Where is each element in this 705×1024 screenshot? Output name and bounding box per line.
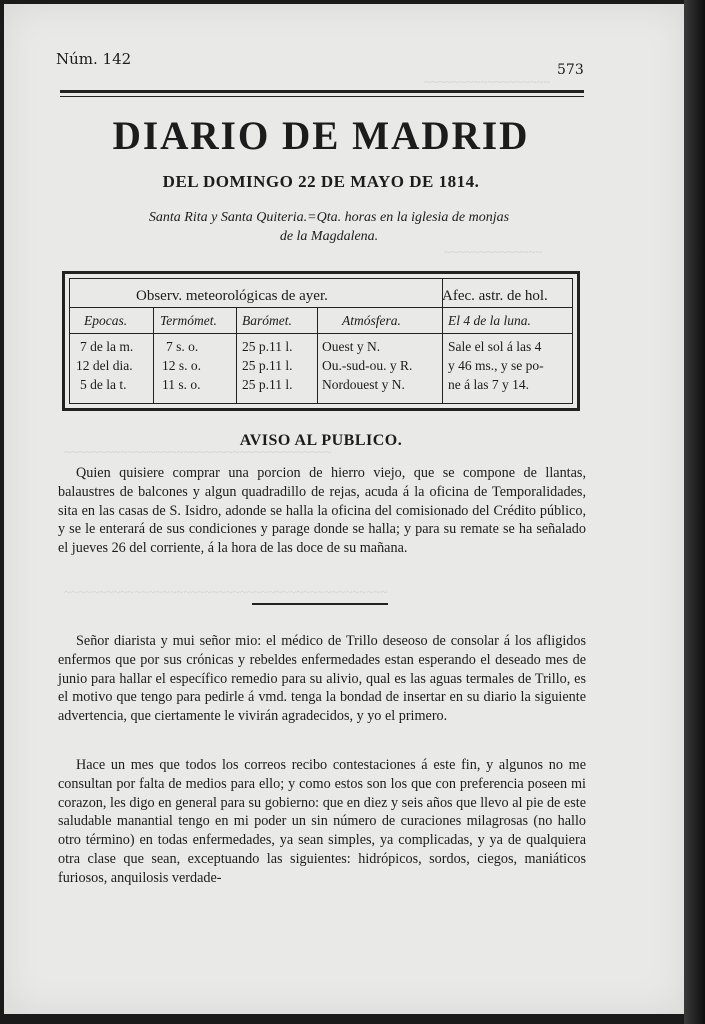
show-through-text: ~~~~~~~~~~~~~~~~~~~~~~~~~~~~~~~~~~~~~~~~~~~~~~ (64, 584, 388, 599)
saints-line-1: Santa Rita y Santa Quiteria.=Qta. horas en la iglesia de monjas (148, 210, 510, 225)
met-column-divider (236, 307, 237, 403)
book-spine-edge (684, 0, 705, 1024)
page-number: 573 (557, 62, 584, 78)
met-epoca-row2: 12 del dia. (76, 358, 133, 373)
met-epoca-row3: 5 de la t. (80, 377, 127, 392)
met-termometro-row1: 7 s. o. (166, 339, 199, 354)
met-astro-line2: y 46 ms., y se po- (448, 358, 544, 373)
met-termometro-row3: 11 s. o. (162, 377, 201, 392)
section-divider (252, 603, 388, 605)
met-barometro-row2: 25 p.11 l. (242, 358, 293, 373)
met-heading-left: Observ. meteorológicas de ayer. (136, 288, 328, 304)
aviso-paragraph: Quien quisiere comprar una porcion de hierro viejo, que se compone de llantas, balaustres de balcones y algun quadradillo de rejas, acuda á la oficina de Temporalidades, sita en las casas de S. Isidro, adonde se halla la oficina del comisionado del Crédito público, y se le enterará de sus condiciones y parage donde se halla; y para su remate se ha señalado el jueves 26 del corriente, á la hora de las doce de su mañana. (58, 465, 586, 557)
met-column-divider (153, 307, 154, 403)
met-astro-line3: ne á las 7 y 14. (448, 377, 529, 392)
met-col-luna: El 4 de la luna. (448, 313, 531, 328)
dateline: DEL DOMINGO 22 DE MAYO DE 1814. (162, 172, 480, 191)
met-atmosfera-row3: Nordouest y N. (322, 377, 405, 392)
aviso-title: AVISO AL PUBLICO. (239, 432, 403, 449)
met-column-divider (317, 307, 318, 403)
header-rule-thin (60, 96, 584, 97)
met-epoca-row1: 7 de la m. (80, 339, 134, 354)
met-barometro-row1: 25 p.11 l. (242, 339, 293, 354)
met-col-atmosfera: Atmósfera. (342, 313, 401, 328)
header-rule (60, 90, 584, 93)
show-through-text: ~~~~~~~~~~~~~~~~~~ (424, 74, 551, 89)
met-heading-right: Afec. astr. de hol. (442, 288, 548, 304)
meteorological-table (62, 271, 580, 411)
met-astro-line1: Sale el sol á las 4 (448, 339, 542, 354)
masthead-title: DIARIO DE MADRID (112, 113, 530, 158)
saints-line-2: de la Magdalena. (279, 229, 379, 244)
met-atmosfera-row1: Ouest y N. (322, 339, 381, 354)
show-through-text: ~~~~~~~~~~~~~~~~~~~~~~~~~~~~~~~~~~~~~~ (64, 444, 332, 459)
met-barometro-row3: 25 p.11 l. (242, 377, 293, 392)
letter-paragraph-1: Señor diarista y mui señor mio: el médico de Trillo deseoso de consolar á los afligidos enfermos que por sus crónicas y rebeldes enfermedades estan esperando el deseado mes de junio para hallar el específico remedio para su alivio, qual es las aguas termales de Trillo, es el motivo que tengo para pedirle á vmd. tenga la bondad de insertar en su diario la siguiente advertencia, que ciertamente le vivirán agradecidos, y yo el primero. (58, 633, 586, 725)
saints-of-day (94, 208, 564, 246)
letter-paragraph-2: Hace un mes que todos los correos recibo contestaciones á este fin, y algunos no me consultan por falta de medios para ello; y como estos son los que con preferencia poseen mi corazon, les digo en general para su gobierno: que en diez y seis años que llevo al pie de este saludable manantial tengo en mi poder un sin número de curaciones milagrosas (no hallo otro término) en todas enfermedades, ya sean simples, ya complicadas, y ya de qualquiera otra clase que sean, exceptuando las siguientes: hidrópicos, sordos, ciegos, maniáticos furiosos, anquilosis verdade- (58, 757, 586, 886)
met-col-epocas: Epocas. (84, 313, 128, 328)
issue-number: Núm. 142 (56, 50, 132, 68)
met-col-termometro: Termómet. (160, 313, 217, 328)
newspaper-page (4, 4, 687, 1014)
met-atmosfera-row2: Ou.-sud-ou. y R. (322, 358, 413, 373)
met-column-divider (442, 279, 443, 403)
meteorological-table-inner (69, 278, 573, 404)
met-termometro-row2: 12 s. o. (162, 358, 202, 373)
met-separator (70, 307, 572, 308)
met-col-barometro: Barómet. (242, 313, 292, 328)
show-through-text: ~~~~~~~~~~~~~~ (444, 244, 543, 259)
met-separator (70, 333, 572, 334)
